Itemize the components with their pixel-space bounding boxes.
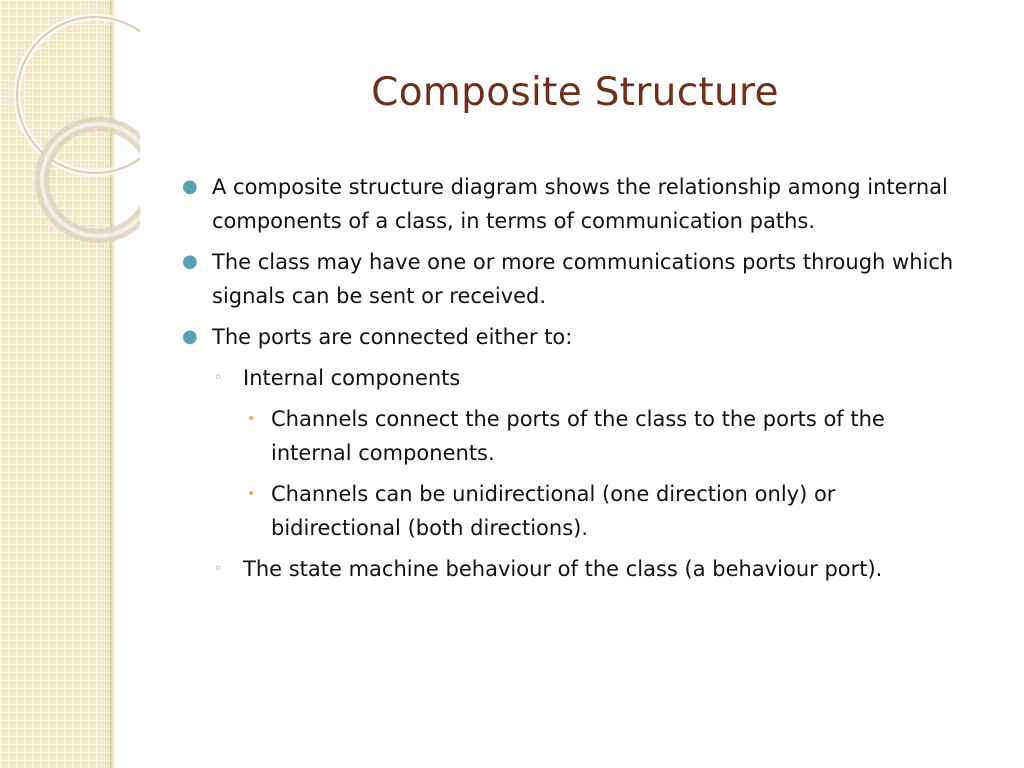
sub-bullet-item [180,361,970,395]
bullet-ring-icon: ◦ [214,370,223,386]
sub-bullet-item [180,552,970,586]
bullet-item [180,320,970,354]
bullet-ring-icon: ◦ [214,561,223,577]
bullet-text: A composite structure diagram shows the relationship among internal components of a class, in terms of communication paths. [212,175,948,233]
sub-bullet-text: Internal components [243,366,461,390]
slide-title: Composite Structure [371,70,779,115]
bullet-text: The class may have one or more communications ports through which signals can be sent or received. [212,250,954,308]
sub-sub-bullet-text: Channels can be unidirectional (one direction only) or bidirectional (both directions). [271,482,836,540]
small-ring-highlight [42,124,140,236]
sub-sub-bullet-item [180,477,970,545]
bullet-text: The ports are connected either to: [212,325,573,349]
sub-bullet-text: The state machine behaviour of the class (a behaviour port). [243,557,883,581]
bullet-item [180,245,970,313]
slide-content [180,170,970,593]
sub-sub-bullet-item [180,402,970,470]
bullet-item [180,170,970,238]
bullet-dot-icon: ● [182,326,198,347]
large-ring-shape [17,17,140,173]
bullet-dot-icon: ● [182,176,198,197]
bullet-small-dot-icon: • [247,486,256,502]
bullet-small-dot-icon: • [247,411,256,427]
decorative-rings [0,0,140,300]
sub-sub-bullet-text: Channels connect the ports of the class to the ports of the internal components. [271,407,885,465]
bullet-dot-icon: ● [182,251,198,272]
